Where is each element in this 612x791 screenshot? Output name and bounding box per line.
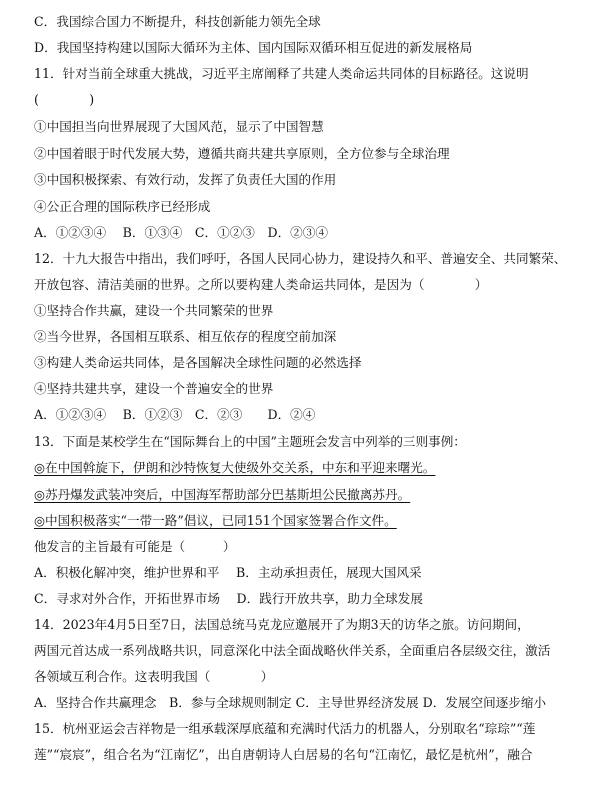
question-11-item-4: ④公正合理的国际秩序已经形成: [34, 199, 211, 214]
question-12-item-1: ①坚持合作共赢，建设一个共同繁荣的世界: [34, 303, 274, 318]
question-14-stem: 14．2023年4月5日至7日，法国总统马克龙应邀展开了为期3天的访华之旅。访问期间，: [34, 617, 530, 632]
question-11-options: A．①②③④ B．①③④ C．①②③ D．②③④: [34, 225, 328, 240]
question-11-blank: ( ): [34, 92, 95, 107]
question-12-options: A．①②③④ B．①②③ C．②③ D．②④: [34, 407, 316, 422]
question-13-example-1: ◎在中国斡旋下，伊朗和沙特恢复大使级外交关系，中东和平迎来曙光。: [34, 460, 436, 475]
question-13-example-3: ◎中国积极落实“一带一路”倡议，已同151个国家签署合作文件。: [34, 513, 397, 528]
option-c: C．我国综合国力不断提升，科技创新能力领先全球: [34, 14, 321, 29]
question-11-item-1: ①中国担当向世界展现了大国风范，显示了中国智慧: [34, 119, 324, 134]
question-13-options-ab: A．积极化解冲突，维护世界和平 B．主动承担责任，展现大国风采: [34, 565, 422, 580]
question-15-stem: 15．杭州亚运会吉祥物是一组承载深厚底蕴和充满时代活力的机器人，分别取名“琮琮”“莲: [34, 721, 536, 736]
question-14-stem-end: 各领域互利合作。这表明我国（ ）: [34, 669, 274, 684]
question-15-stem-cont: 莲”“宸宸”，组合名为“江南忆”，出自唐朝诗人白居易的名句“江南忆，最忆是杭州”，融合: [34, 747, 533, 762]
question-11-stem: 11．针对当前全球重大挑战，习近平主席阐释了共建人类命运共同体的目标路径。这说明: [34, 66, 529, 81]
question-14-stem-cont: 两国元首达成一系列战略共识，同意深化中法全面战略伙伴关系，全面重启各层级交往，激活: [34, 643, 551, 658]
question-12-item-2: ②当今世界，各国相互联系、相互依存的程度空前加深: [34, 329, 337, 344]
question-12-stem: 12．十九大报告中指出，我们呼吁，各国人民同心协力，建设持久和平、普遍安全、共同繁荣、: [34, 251, 567, 266]
question-12-stem-cont: 开放包容、清洁美丽的世界。之所以要构建人类命运共同体，是因为（ ）: [34, 277, 488, 292]
option-d: D．我国坚持构建以国际大循环为主体、国内国际双循环相互促进的新发展格局: [34, 40, 473, 55]
question-14-options: A．坚持合作共赢理念 B．参与全球规则制定 C．主导世界经济发展 D．发展空间逐步缩小: [34, 695, 547, 710]
question-13-example-2: ◎苏丹爆发武装冲突后，中国海军帮助部分巴基斯坦公民撤离苏丹。: [34, 487, 411, 502]
question-12-item-3: ③构建人类命运共同体，是各国解决全球性问题的必然选择: [34, 355, 362, 370]
question-13-options-cd: C．寻求对外合作，开拓世界市场 D．践行开放共享，助力全球发展: [34, 591, 423, 606]
question-11-item-3: ③中国积极探索、有效行动，发挥了负责任大国的作用: [34, 172, 337, 187]
question-13-ask: 他发言的主旨最有可能是（ ）: [34, 539, 236, 554]
question-11-item-2: ②中国着眼于时代发展大势，遵循共商共建共享原则，全方位参与全球治理: [34, 146, 450, 161]
question-13-stem: 13．下面是某校学生在“国际舞台上的中国”主题班会发言中列举的三则事例：: [34, 434, 466, 449]
question-12-item-4: ④坚持共建共享，建设一个普遍安全的世界: [34, 381, 274, 396]
